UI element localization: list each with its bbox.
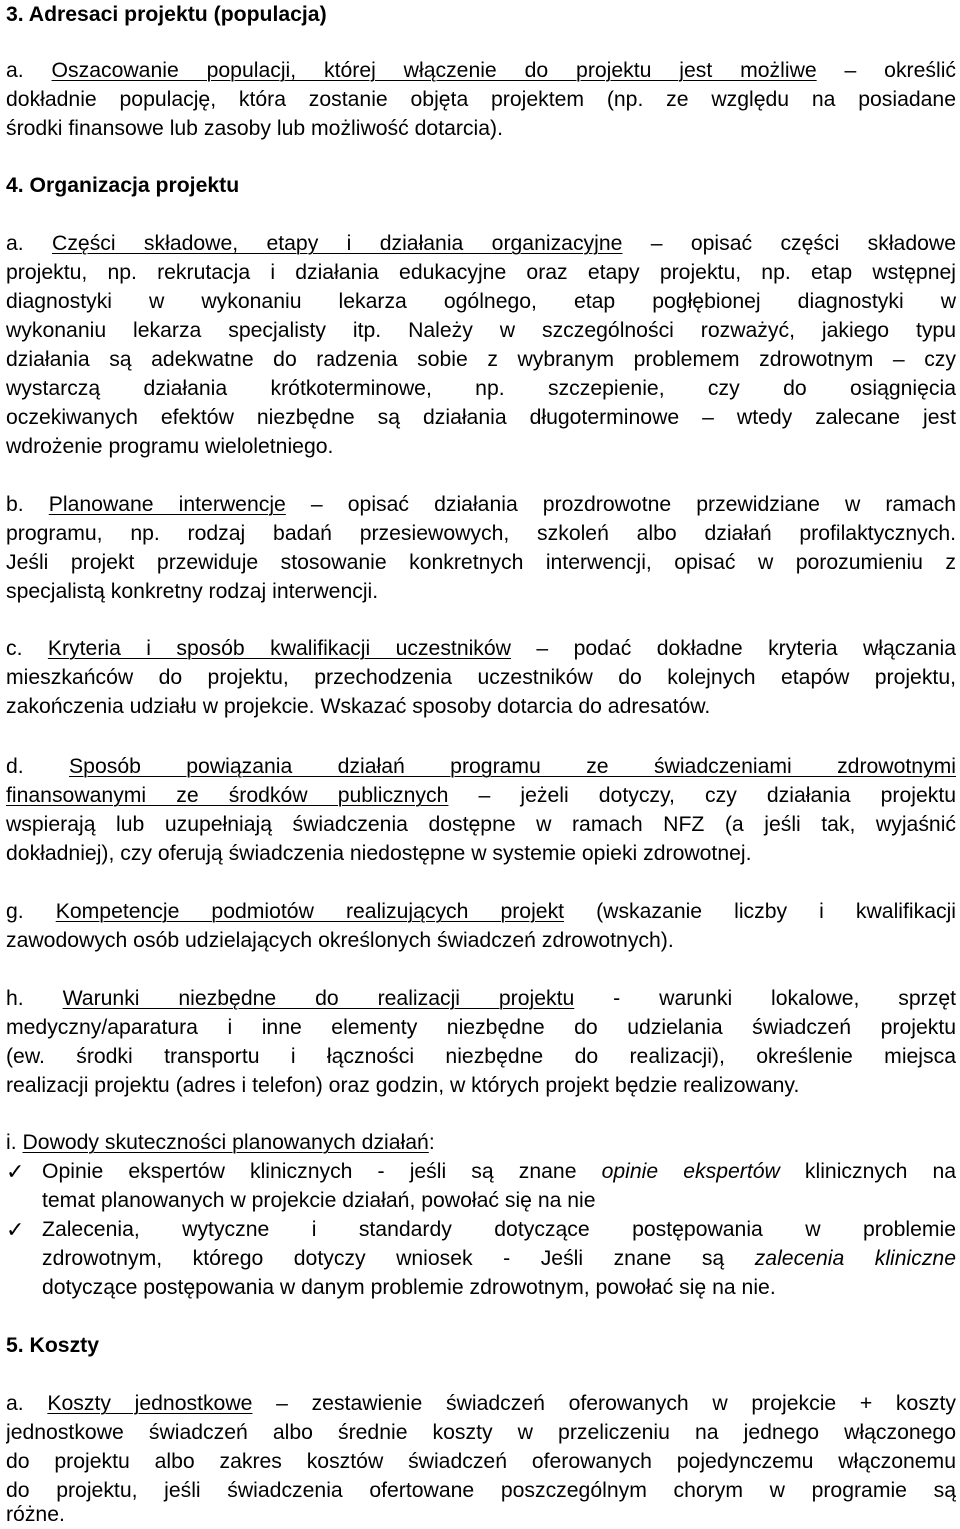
s4i-bullet2-line-2 [42, 1244, 956, 1273]
s3a-line-1 [6, 56, 956, 85]
item-title: Koszty jednostkowe [47, 1392, 253, 1415]
item-title: Dowody skuteczności planowanych działań [22, 1131, 429, 1154]
checkmark-icon: ✓ [6, 1159, 25, 1184]
s4d-line-2 [6, 781, 956, 810]
s5a-line-3: do projektu albo zakres kosztów świadczeń oferowanych pojedynczemu włączonemu [6, 1450, 956, 1473]
s4a-line-4: wykonaniu lekarza specjalisty itp. Należy w szczególności rozważyć, jakiego typu [6, 319, 956, 342]
bullet-italic: zalecenia kliniczne [754, 1247, 956, 1270]
s4i-bullet1-line-2: temat planowanych w projekcie działań, powołać się na nie [42, 1189, 596, 1212]
s3a-line-3: środki finansowe lub zasoby lub możliwość dotarcia). [6, 117, 503, 140]
s4a-line-8: wdrożenie programu wieloletniego. [6, 435, 334, 458]
item-title: Kompetencje podmiotów realizujących projekt [55, 900, 565, 923]
item-title-cont: finansowanymi ze środków publicznych [6, 784, 449, 807]
s4b-line-1 [6, 490, 956, 519]
item-label: a. [6, 232, 53, 255]
item-label: b. [6, 493, 49, 516]
item-text: : [428, 1131, 435, 1154]
s5a-line-5: różne. [6, 1503, 65, 1526]
item-label: d. [6, 755, 70, 778]
item-text: – opisać części składowe [622, 232, 956, 255]
s4a-line-7: oczekiwanych efektów niezbędne są działania długoterminowe – wtedy zalecane jest [6, 406, 956, 429]
s4g-line-1 [6, 897, 956, 926]
s4b-line-4: specjalistą konkretny rodzaj interwencji. [6, 580, 379, 603]
item-label: h. [6, 987, 63, 1010]
item-title: Oszacowanie populacji, której włączenie do projektu jest możliwe [51, 59, 817, 82]
item-text: (wskazanie liczby i kwalifikacji [564, 900, 956, 923]
s4c-line-2: mieszkańców do projektu, przechodzenia uczestników do kolejnych etapów projektu, [6, 666, 956, 689]
s4i-line-1 [6, 1128, 435, 1157]
bullet-text: zdrowotnym, którego dotyczy wniosek - Jeśli znane są [42, 1247, 755, 1270]
item-label: a. [6, 1392, 48, 1415]
item-text: – podać dokładne kryteria włączania [510, 637, 956, 660]
s4a-line-1 [6, 229, 956, 258]
s4g-line-2: zawodowych osób udzielających określonych świadczeń zdrowotnych). [6, 929, 674, 952]
bullet-italic: opinie ekspertów [601, 1160, 780, 1183]
item-text: - warunki lokalowe, sprzęt [574, 987, 956, 1010]
s5a-line-1 [6, 1389, 956, 1418]
s4h-line-2: medyczny/aparatura i inne elementy niezbędne do udzielania świadczeń projektu [6, 1016, 956, 1039]
s4b-line-3: Jeśli projekt przewiduje stosowanie konkretnych interwencji, opisać w porozumieniu z [6, 551, 956, 574]
s4a-line-2: projektu, np. rekrutacja i działania edukacyjne oraz etapy projektu, np. etap wstępnej [6, 261, 956, 284]
s4c-line-1 [6, 634, 956, 663]
item-text: – jeżeli dotyczy, czy działania projektu [448, 784, 956, 807]
item-title: Części składowe, etapy i działania organizacyjne [52, 232, 623, 255]
s4d-line-3: wspierają lub uzupełniają świadczenia dostępne w ramach NFZ (a jeśli tak, wyjaśnić [6, 813, 956, 836]
s4h-line-3: (ew. środki transportu i łączności niezbędne do realizacji), określenie miejsca [6, 1045, 956, 1068]
s5a-line-4: do projektu, jeśli świadczenia ofertowane poszczególnym chorym w programie są [6, 1479, 956, 1502]
item-label: a. [6, 59, 52, 82]
s4a-line-5: działania są adekwatne do radzenia sobie z wybranym problemem zdrowotnym – czy [6, 348, 956, 371]
bullet-text: klinicznych na [779, 1160, 956, 1183]
s4d-line-1 [6, 752, 956, 781]
item-text: – określić [816, 59, 956, 82]
s4d-line-4: dokładniej), czy oferują świadczenia niedostępne w systemie opieki zdrowotnej. [6, 842, 752, 865]
s4a-line-6: wystarczą działania krótkoterminowe, np. szczepienie, czy do osiągnięcia [6, 377, 956, 400]
item-title: Warunki niezbędne do realizacji projektu [62, 987, 575, 1010]
item-text: – zestawienie świadczeń oferowanych w projekcie + koszty [252, 1392, 956, 1415]
item-text: – opisać działania prozdrowotne przewidziane w ramach [285, 493, 956, 516]
s4h-line-4: realizacji projektu (adres i telefon) oraz godzin, w których projekt będzie realizowany. [6, 1074, 800, 1097]
s4i-bullet1-line-1 [42, 1157, 956, 1186]
item-title: Kryteria i sposób kwalifikacji uczestników [47, 637, 511, 660]
bullet-text: Opinie ekspertów klinicznych - jeśli są znane [42, 1160, 602, 1183]
item-title: Sposób powiązania działań programu ze świadczeniami zdrowotnymi [69, 755, 956, 778]
item-label: i. [6, 1131, 23, 1154]
s4c-line-3: zakończenia udziału w projekcie. Wskazać sposoby dotarcia do adresatów. [6, 695, 711, 718]
section-3-heading: 3. Adresaci projektu (populacja) [6, 3, 327, 26]
item-label: g. [6, 900, 56, 923]
item-label: c. [6, 637, 48, 660]
s3a-line-2: dokładnie populację, która zostanie objęta projektem (np. ze względu na posiadane [6, 88, 956, 111]
s4i-bullet2-line-1: Zalecenia, wytyczne i standardy dotyczące postępowania w problemie [42, 1218, 956, 1241]
s4a-line-3: diagnostyki w wykonaniu lekarza ogólnego, etap pogłębionej diagnostyki w [6, 290, 956, 313]
s4b-line-2: programu, np. rodzaj badań przesiewowych, szkoleń albo działań profilaktycznych. [6, 522, 956, 545]
s4i-bullet2-line-3: dotyczące postępowania w danym problemie zdrowotnym, powołać się na nie. [42, 1276, 776, 1299]
checkmark-icon: ✓ [6, 1217, 25, 1242]
section-4-heading: 4. Organizacja projektu [6, 174, 240, 197]
s4h-line-1 [6, 984, 956, 1013]
item-title: Planowane interwencje [48, 493, 286, 516]
s5a-line-2: jednostkowe świadczeń albo średnie koszty w przeliczeniu na jednego włączonego [6, 1421, 956, 1444]
section-5-heading: 5. Koszty [6, 1334, 100, 1357]
